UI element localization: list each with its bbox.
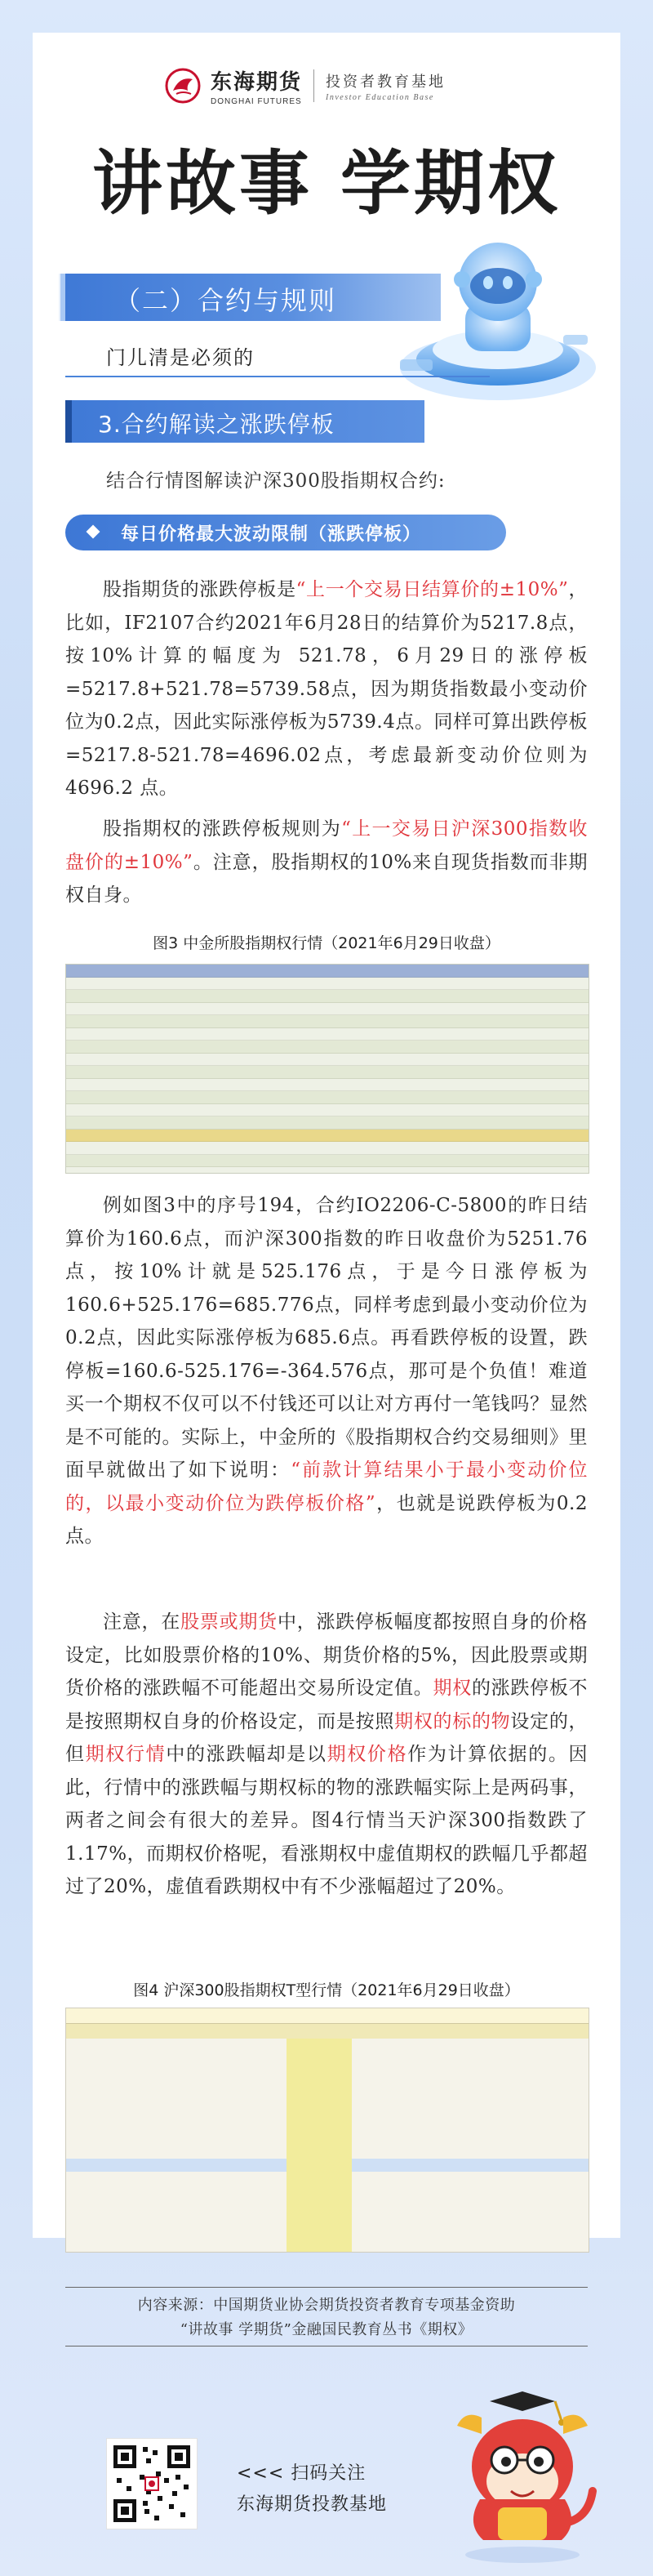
t-quote-row	[66, 2238, 589, 2251]
p4-highlight-5: 期权价格	[326, 1744, 408, 1765]
t-quote-row	[66, 2039, 589, 2052]
topic-title: 3.合约解读之涨跌停板	[98, 411, 335, 438]
t-quote-row	[66, 2225, 589, 2238]
p1-text-b: ，比如，IF2107合约2021年6月28日的结算价为5217.8点，按10%计算的幅度为 521.78，6月29日的涨停板=5217.8+521.78=5739.58点，因为期货指数最小变动价位为0.2点，因此实际涨停板为5739.4点。同样可算出跌停板=5217.8-521.78=4696.02点，考虑最新变动价位则为4696.2 点。	[65, 579, 589, 799]
topic-header-edge	[65, 400, 72, 443]
p3-text-b: ，也就是说跌停板为0.2点。	[65, 1492, 588, 1547]
intro-text: 结合行情图解读沪深300股指期权合约:	[106, 470, 446, 492]
footer-divider-top	[65, 2287, 588, 2288]
p4-text-3: 的涨跌停板不是按照期权自身的价格设定，而是按照	[65, 1678, 589, 1732]
p1-highlight: “上一个交易日结算价的±10%”	[295, 579, 569, 600]
table-row	[66, 1028, 589, 1041]
figure-3-caption: 图3 中金所股指期权行情（2021年6月29日收盘）	[153, 934, 500, 952]
table-row	[66, 990, 589, 1003]
table-row	[66, 1079, 589, 1092]
p4-highlight-1: 股票或期货	[180, 1611, 278, 1633]
paragraph-2	[65, 813, 588, 912]
table-row	[66, 1066, 589, 1079]
p2-highlight: “上一交易日沪深300指数收盘价的±10%”	[65, 818, 588, 873]
pill-label: 每日价格最大波动限制（涨跌停板）	[121, 524, 422, 545]
section-title: （二）合约与规则	[114, 285, 337, 316]
p4-text-1: 注意，在	[103, 1611, 181, 1633]
p4-text-4: 设定的，但	[65, 1710, 589, 1765]
table-header-row	[66, 965, 589, 978]
table-row	[66, 1116, 589, 1130]
t-quote-row	[66, 2172, 589, 2185]
paragraph-4	[65, 1606, 588, 1904]
table-row	[66, 1142, 589, 1155]
brand-header	[163, 61, 446, 110]
p4-text-6: 作为计算依据的。因此，行情中的涨跌幅与期权标的物的涨跌幅实际上是两码事，两者之间会有很大的差异。图4行情当天沪深300指数跌了1.17%，而期权价格呢，看涨期权中虚值期权的跌幅几乎都超过了20%，虚值看跌期权中有不少涨幅超过了20%。	[65, 1744, 589, 1897]
table-row	[66, 1003, 589, 1016]
t-quote-top-bar	[66, 2008, 589, 2024]
p3-text-a: 例如图3中的序号194，合约IO2206-C-5800的昨日结算价为160.6点，而沪深300指数的昨日收盘价为5251.76点，按10%计就是525.176点，于是今日涨停板为160.6+525.176=685.776点，同样考虑到最小变动价位为0.2点，因此实际涨停板为685.6点。再看跌停板的设置，跌停板=160.6-525.176=-364.576点，那可是个负值！难道买一个期权不仅可以不付钱还可以让对方再付一笔钱吗？显然是不可能的。实际上，中金所的《股指期权合约交易细则》里面早就做出了如下说明：	[65, 1195, 588, 1481]
t-quote-row	[66, 2132, 589, 2145]
donghai-logo-icon	[163, 66, 202, 105]
t-quote-header	[66, 2024, 589, 2039]
t-quote-row	[66, 2212, 589, 2225]
table-row	[66, 1104, 589, 1117]
p2-text-b: 。注意，股指期权的10%来自现货指数而非期权自身。	[65, 851, 589, 906]
header-divider	[313, 69, 314, 102]
diamond-bullet-icon	[87, 525, 100, 539]
p4-highlight-4: 期权行情	[85, 1744, 167, 1765]
subtitle-underline	[65, 376, 490, 377]
t-quote-row	[66, 2105, 589, 2118]
table-row	[66, 1015, 589, 1028]
figure-4-caption: 图4 沪深300股指期权T型行情（2021年6月29日收盘）	[133, 1981, 520, 1999]
table-row-highlighted	[66, 1130, 589, 1143]
edu-base-cn: 投资者教育基地	[326, 73, 446, 91]
table-row	[66, 1167, 589, 1174]
t-quote-row	[66, 2066, 589, 2079]
t-quote-row	[66, 2079, 589, 2092]
table-row	[66, 978, 589, 991]
p4-text-5: 中的涨跌幅却是以	[166, 1744, 327, 1765]
scan-line-1: <<< 扫码关注	[237, 2463, 366, 2484]
p2-text-a: 股指期权的涨跌停板规则为	[103, 818, 342, 840]
dragon-mascot-illustration	[433, 2385, 604, 2565]
t-quote-row	[66, 2119, 589, 2132]
t-quote-row-atm	[66, 2159, 589, 2172]
p4-highlight-2: 期权	[433, 1678, 472, 1699]
table-row	[66, 1041, 589, 1054]
table-row	[66, 1054, 589, 1067]
footer-source-line-1: 内容来源：中国期货业协会期货投资者教育专项基金资助	[137, 2297, 516, 2314]
p4-text-2: 中，涨跌停板幅度都按照自身的价格设定，比如股票价格的10%、期货价格的5%，因此股票或期货价格的涨跌幅不可能超出交易所设定值。	[65, 1611, 589, 1699]
t-quote-row	[66, 2092, 589, 2105]
topic-pill	[65, 515, 506, 550]
qr-code[interactable]	[106, 2438, 198, 2529]
paragraph-3	[65, 1189, 588, 1553]
section-band-notch	[59, 274, 65, 321]
t-quote-row	[66, 2052, 589, 2065]
topic-header	[65, 400, 424, 443]
table-row	[66, 1155, 589, 1168]
t-quote-row	[66, 2145, 589, 2158]
section-band	[65, 274, 441, 321]
t-quote-row	[66, 2199, 589, 2212]
page-title: 讲故事 学期权	[92, 143, 561, 225]
p3-highlight: “前款计算结果小于最小变动价位的，以最小变动价位为跌停板价格”	[65, 1460, 588, 1514]
t-quote-row	[66, 2185, 589, 2198]
brand-name-en: DONGHAI FUTURES	[211, 97, 302, 106]
paragraph-1	[65, 573, 588, 805]
table-row	[66, 1091, 589, 1104]
figure-4-t-quote-image	[65, 2008, 589, 2253]
figure-3-quote-table-image	[65, 964, 589, 1174]
footer-source-line-2: “讲故事 学期货”金融国民教育丛书《期权》	[180, 2321, 473, 2338]
section-subtitle: 门儿清是必须的	[106, 346, 255, 369]
edu-base-en: Investor Education Base	[326, 92, 434, 102]
scan-line-2: 东海期货投教基地	[237, 2494, 388, 2515]
p4-highlight-3: 期权的标的物	[394, 1710, 511, 1732]
brand-name-cn: 东海期货	[211, 70, 303, 95]
p1-text-a: 股指期货的涨跌停板是	[103, 579, 296, 600]
scan-follow-text	[237, 2458, 387, 2520]
